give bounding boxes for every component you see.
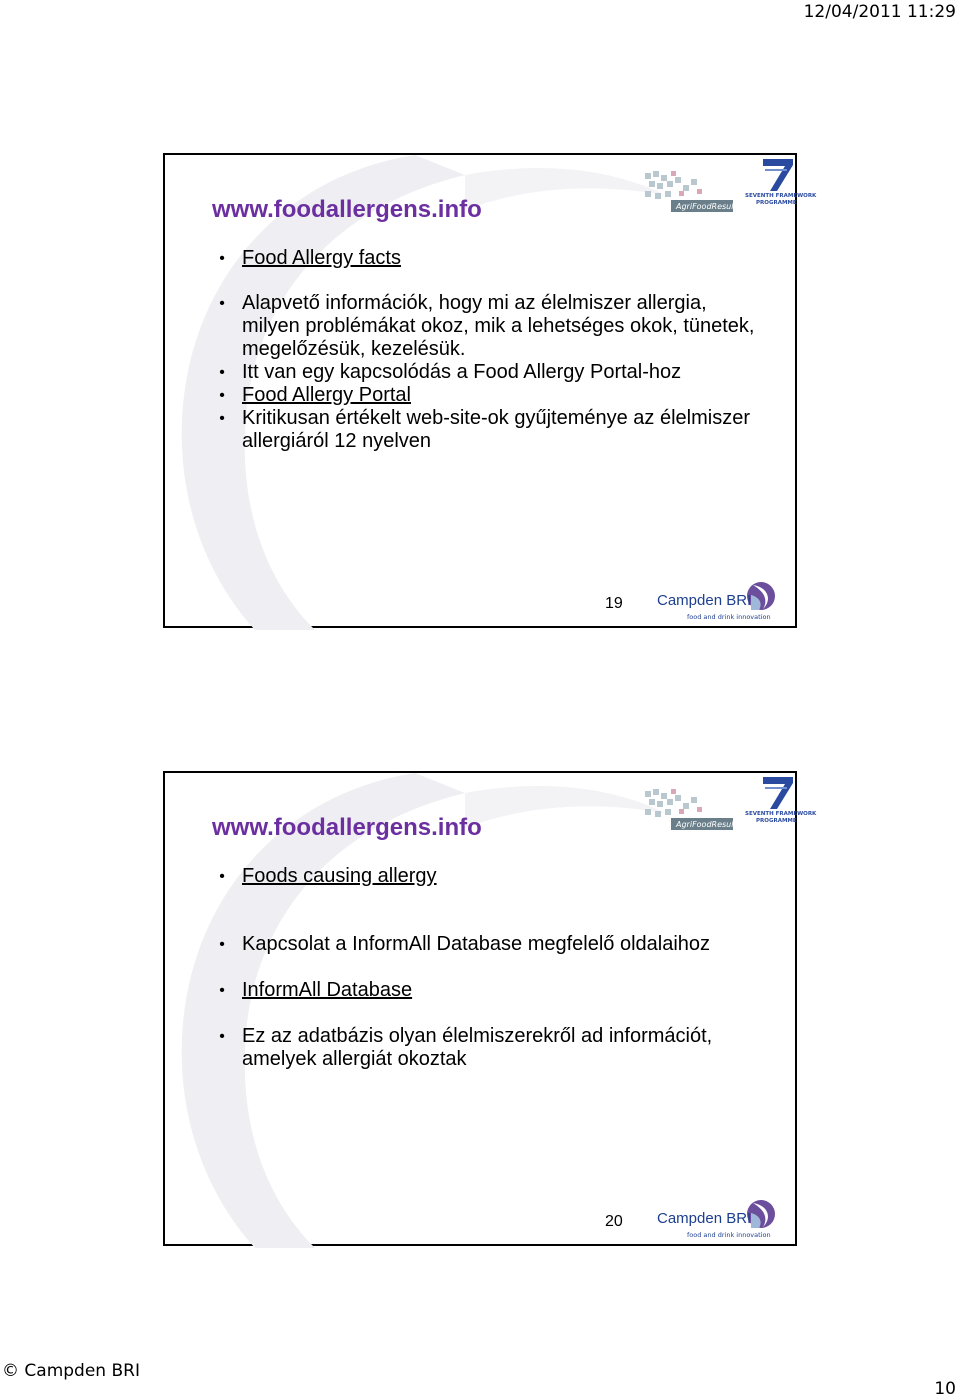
footer-copyright: © Campden BRI bbox=[2, 1361, 140, 1381]
food-allergy-facts-link[interactable]: Food Allergy facts bbox=[242, 247, 401, 269]
bullet-text: Ez az adatbázis olyan élelmiszerekről ad információt, amelyek allergiát okoztak bbox=[242, 1025, 713, 1070]
foods-causing-allergy-link[interactable]: Foods causing allergy bbox=[242, 865, 437, 887]
bullet-item bbox=[217, 979, 755, 1002]
bullet-item bbox=[217, 407, 755, 453]
slide-19 bbox=[163, 153, 817, 628]
bullet-text: Alapvető információk, hogy mi az élelmiszer allergia, milyen problémákat okoz, mik a lehetséges okok, tünetek, megelőzésük, kezelésük. bbox=[242, 292, 755, 360]
informall-database-link[interactable]: InformAll Database bbox=[242, 979, 413, 1001]
bullet-item bbox=[217, 384, 755, 407]
bullet-item bbox=[217, 361, 755, 384]
bullet-dot-icon: • bbox=[219, 364, 225, 381]
bullet-text: Kapcsolat a InformAll Database megfelelő oldalaihoz bbox=[242, 933, 711, 955]
bullet-dot-icon: • bbox=[219, 868, 225, 885]
bullet-text: Kritikusan értékelt web-site-ok gyűjteménye az élelmiszer allergiáról 12 nyelven bbox=[242, 407, 750, 452]
fp7-line1: SEVENTH FRAMEWORK bbox=[745, 193, 817, 199]
bullet-item bbox=[217, 933, 755, 956]
bullet-dot-icon: • bbox=[219, 982, 225, 999]
campden-name: Campden BRI bbox=[657, 1210, 752, 1227]
bullet-item bbox=[217, 865, 755, 888]
bullet-dot-icon: • bbox=[219, 250, 225, 267]
slide-20 bbox=[163, 771, 817, 1246]
bullet-dot-icon: • bbox=[219, 295, 225, 312]
food-allergy-portal-link[interactable]: Food Allergy Portal bbox=[242, 384, 411, 406]
bullet-dot-icon: • bbox=[219, 1028, 225, 1045]
campden-tagline: food and drink innovation bbox=[687, 1231, 771, 1239]
agrifoodresults-logo bbox=[641, 167, 741, 215]
bullet-item bbox=[217, 247, 755, 270]
bullet-dot-icon: • bbox=[219, 410, 225, 427]
fp7-line2: PROGRAMME bbox=[756, 200, 797, 206]
fp7-line2: PROGRAMME bbox=[756, 818, 797, 824]
campden-name: Campden BRI bbox=[657, 592, 752, 609]
agrifoodresults-text: AgriFoodResults bbox=[676, 202, 741, 211]
campden-tagline: food and drink innovation bbox=[687, 613, 771, 621]
slide-page-number: 19 bbox=[605, 595, 623, 612]
fp7-logo bbox=[743, 775, 817, 825]
footer-page-number: 10 bbox=[934, 1379, 956, 1399]
bullet-list bbox=[217, 865, 755, 1071]
slide-title: www.foodallergens.info bbox=[212, 196, 482, 223]
bullet-dot-icon: • bbox=[219, 936, 225, 953]
fp7-logo bbox=[743, 157, 817, 207]
slide-title: www.foodallergens.info bbox=[212, 814, 482, 841]
agrifoodresults-text: AgriFoodResults bbox=[676, 820, 741, 829]
timestamp: 12/04/2011 11:29 bbox=[803, 2, 956, 22]
bullet-item bbox=[217, 1025, 755, 1071]
fp7-line1: SEVENTH FRAMEWORK bbox=[745, 811, 817, 817]
slide-page-number: 20 bbox=[605, 1213, 623, 1230]
bullet-item bbox=[217, 292, 755, 361]
campden-bri-logo bbox=[655, 1197, 779, 1241]
campden-bri-logo bbox=[655, 579, 779, 623]
agrifoodresults-logo bbox=[641, 785, 741, 833]
bullet-dot-icon: • bbox=[219, 387, 225, 404]
bullet-list bbox=[217, 247, 755, 453]
bullet-text: Itt van egy kapcsolódás a Food Allergy Portal-hoz bbox=[242, 361, 682, 383]
